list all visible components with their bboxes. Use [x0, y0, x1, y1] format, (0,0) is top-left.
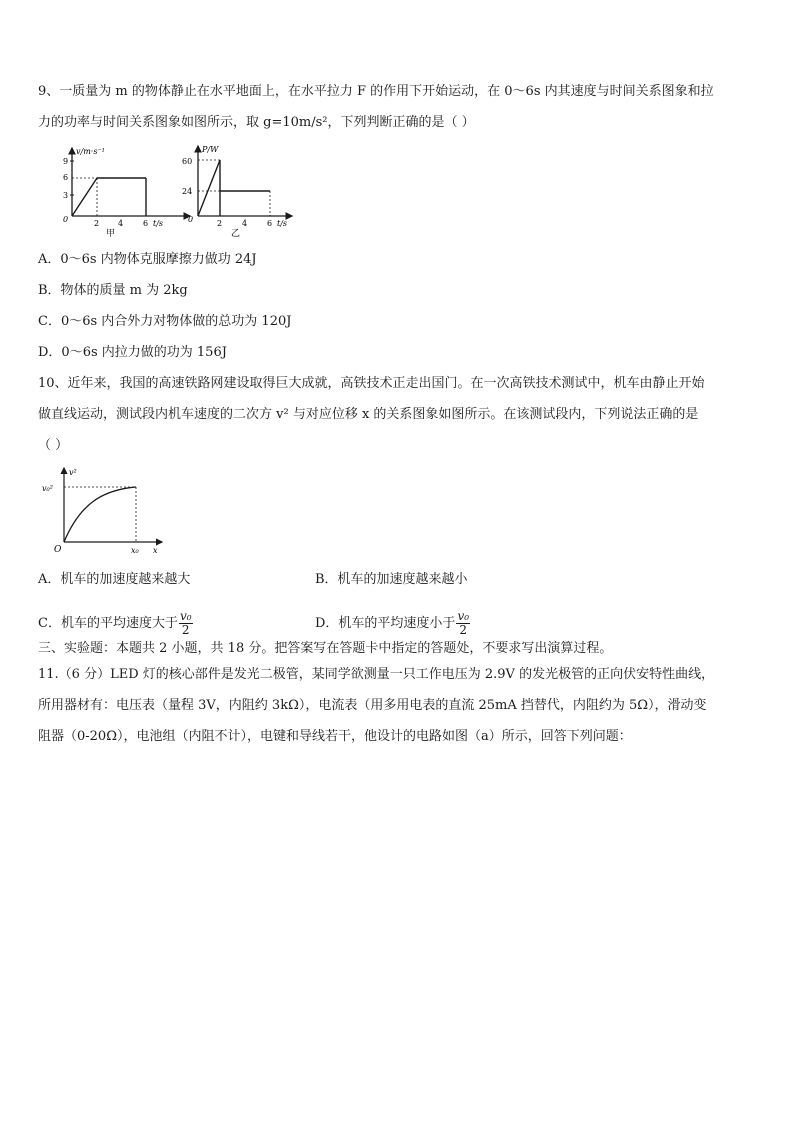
q11-stem-line3: 阻器（0-20Ω），电池组（内阻不计），电键和导线若干，他设计的电路如图（a）所示，回答下列问题： — [38, 729, 632, 744]
g2-ylabel: P/W — [202, 145, 219, 154]
g2-ytick-24: 24 — [182, 187, 193, 196]
q10-stem-line1: 10、近年来，我国的高速铁路网建设取得巨大成就，高铁技术正走出国门。在一次高铁技术测试中，机车由静止开始 — [38, 376, 705, 391]
g3-ytick: v₀² — [42, 484, 53, 493]
q10-stem-line3: （ ） — [38, 438, 69, 453]
g1-ytick-9: 9 — [63, 157, 69, 166]
q10-option-d-fraction — [456, 610, 470, 637]
g1-ylabel: v/m·s⁻¹ — [76, 147, 105, 156]
q10-option-c — [38, 610, 193, 637]
q10-option-c-fraction — [179, 610, 193, 637]
g2-xtick-4: 4 — [242, 219, 248, 228]
g2-xtick-6: 6 — [267, 219, 273, 228]
g1-ytick-3: 3 — [63, 191, 69, 200]
g3-origin: O — [54, 545, 62, 555]
q9-graph-power — [180, 140, 300, 237]
g1-origin: 0 — [63, 215, 69, 224]
g1-xlabel: t/s — [153, 219, 164, 228]
q10-graph-v2-x — [40, 464, 170, 559]
q9-option-a: A．0～6s 内物体克服摩擦力做功 24J — [38, 252, 257, 267]
g1-xtick-4: 4 — [118, 219, 124, 228]
q9-option-b: B．物体的质量 m 为 2kg — [38, 283, 188, 298]
g1-xtick-2: 2 — [94, 219, 100, 228]
frac-denominator: 2 — [459, 623, 468, 637]
q9-stem-line2: 力的功率与时间关系图象如图所示，取 g=10m/s²，下列判断正确的是（ ） — [38, 115, 475, 130]
g3-xtick: x₀ — [131, 546, 139, 555]
g2-caption: 乙 — [231, 229, 241, 237]
q9-graph-velocity — [60, 142, 200, 237]
g2-origin: 0 — [188, 215, 194, 224]
q9-stem-line1: 9、一质量为 m 的物体静止在水平地面上，在水平拉力 F 的作用下开始运动，在 0～6s 内其速度与时间关系图象和拉 — [38, 84, 714, 99]
g3-xlabel: x — [153, 546, 158, 555]
q9-option-c: C．0～6s 内合外力对物体做的总功为 120J — [38, 314, 292, 329]
q10-option-b: B．机车的加速度越来越小 — [315, 572, 468, 587]
q11-stem-line1: 11.（6 分）LED 灯的核心部件是发光二极管，某同学欲测量一只工作电压为 2.9V 的发光极管的正向伏安特性曲线， — [38, 667, 715, 682]
q11-stem-line2: 所用器材有：电压表（量程 3V，内阻约 3kΩ），电流表（用多用电表的直流 25mA 挡替代，内阻约为 5Ω），滑动变 — [38, 698, 707, 713]
q10-stem-line2: 做直线运动，测试段内机车速度的二次方 v² 与对应位移 x 的关系图象如图所示。在该测试段内，下列说法正确的是 — [38, 407, 699, 422]
section-3-heading: 三、实验题：本题共 2 小题，共 18 分。把答案写在答题卡中指定的答题处，不要求写出演算过程。 — [38, 641, 613, 656]
q9-option-d: D．0～6s 内拉力做的功为 156J — [38, 345, 227, 360]
frac-denominator: 2 — [181, 623, 190, 637]
g1-xtick-6: 6 — [143, 219, 149, 228]
q10-option-d-text: D．机车的平均速度小于 — [315, 616, 456, 631]
g1-caption: 甲 — [106, 229, 116, 237]
g2-xtick-2: 2 — [217, 219, 223, 228]
q10-option-c-text: C．机车的平均速度大于 — [38, 616, 178, 631]
g2-xlabel: t/s — [277, 219, 288, 228]
g3-ylabel: v² — [69, 468, 77, 477]
frac-numerator: v₀ — [457, 609, 470, 623]
g1-ytick-6: 6 — [63, 173, 69, 182]
q10-option-d — [315, 610, 470, 637]
q10-option-a: A．机车的加速度越来越大 — [38, 572, 191, 587]
frac-numerator: v₀ — [179, 609, 192, 623]
g2-ytick-60: 60 — [182, 157, 193, 166]
